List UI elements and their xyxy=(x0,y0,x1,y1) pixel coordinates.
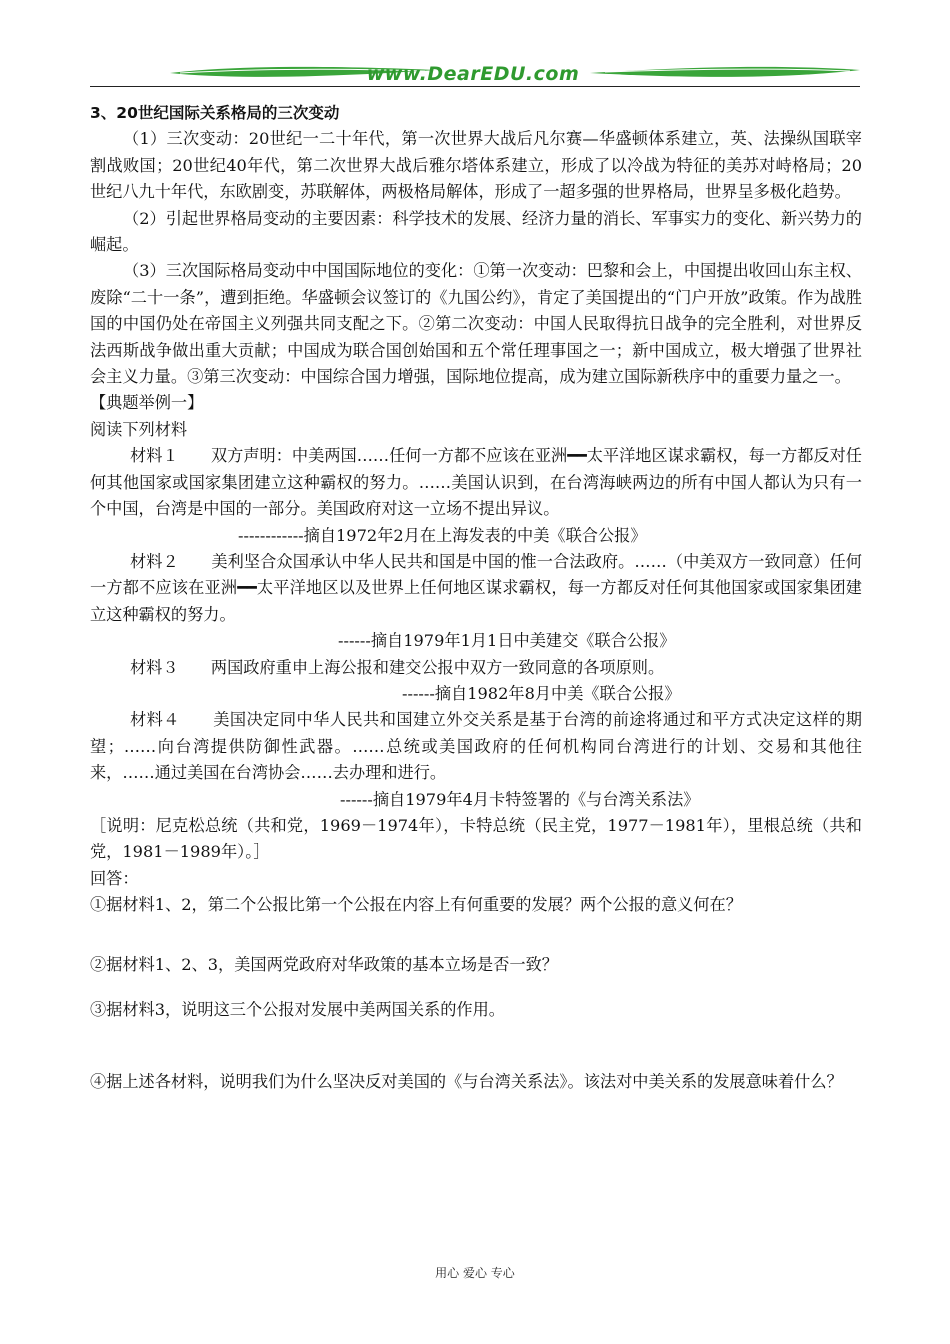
paragraph-three-changes: （1）三次变动：20世纪一二十年代，第一次世界大战后凡尔赛—华盛顿体系建立，英、法操纵国联宰割战败国；20世纪40年代，第二次世界大战后雅尔塔体系建立，形成了以冷战为特征的美苏对峙格局；20世纪八九十年代，东欧剧变，苏联解体，两极格局解体，形成了一超多强的世界格局，世界呈多极化趋势。 xyxy=(90,129,862,202)
question-3: ③据材料3，说明这三个公报对发展中美两国关系的作用。 xyxy=(90,1000,505,1019)
material-1-source: ------------摘自1972年2月在上海发表的中美《联合公报》 xyxy=(238,525,647,545)
example-heading: 【典题举例一】 xyxy=(90,393,204,413)
answer-label: 回答： xyxy=(90,868,139,888)
material-3-source: ------摘自1982年8月中美《联合公报》 xyxy=(402,683,681,703)
answer-space-3 xyxy=(90,1023,862,1069)
paragraph-china-status: （3）三次国际格局变动中中国国际地位的变化：①第一次变动：巴黎和会上，中国提出收回山东主权、废除“二十一条”，遭到拒绝。华盛顿会议签订的《九国公约》，肯定了美国提出的“门户开放”政策。作为战胜国的中国仍处在帝国主义列强共同支配之下。②第二次变动：中国人民取得抗日战争的完全胜利，对世界反法西斯战争做出重大贡献；中国成为联合国创始国和五个常任理事国之一；新中国成立，极大增强了世界社会主义力量。③第三次变动：中国综合国力增强，国际地位提高，成为建立国际新秩序中的重要力量之一。 xyxy=(90,261,862,387)
example-intro: 阅读下列材料 xyxy=(90,419,188,439)
paragraph-factors: （2）引起世界格局变动的主要因素：科学技术的发展、经济力量的消长、军事实力的变化、新兴势力的崛起。 xyxy=(90,208,862,255)
material-4-source: ------摘自1979年4月卡特签署的《与台湾关系法》 xyxy=(340,789,700,809)
material-4-text: 材料４ 美国决定同中华人民共和国建立外交关系是基于台湾的前途将通过和平方式决定这样的期望；……向台湾提供防御性武器。……总统或美国政府的任何机构同台湾进行的计划、交易和其他往来，……通过美国在台湾协会……去办理和进行。 xyxy=(90,710,862,783)
material-1-text: 材料１ 双方声明：中美两国……任何一方都不应该在亚洲━━太平洋地区谋求霸权，每一方都反对任何其他国家或国家集团建立这种霸权的努力。……美国认识到，在台湾海峡两边的所有中国人都认为只有一个中国，台湾是中国的一部分。美国政府对这一立场不提出异议。 xyxy=(90,446,862,519)
material-2-source: ------摘自1979年1月1日中美建交《联合公报》 xyxy=(338,631,676,651)
document-body xyxy=(90,100,862,1096)
material-2-text: 材料２ 美利坚合众国承认中华人民共和国是中国的惟一合法政府。……（中美双方一致同意）任何一方都不应该在亚洲━━太平洋地区以及世界上任何地区谋求霸权，每一方都反对任何其他国家或国家集团建立这种霸权的努力。 xyxy=(90,551,862,624)
page-footer: 用心 爱心 专心 xyxy=(435,1266,515,1280)
answer-space-1 xyxy=(90,919,862,952)
right-leaf-swoosh-icon xyxy=(590,64,860,80)
question-1: ①据材料1、2，第二个公报比第一个公报在内容上有何重要的发展？两个公报的意义何在？ xyxy=(90,895,742,915)
section-title: 3、20世纪国际关系格局的三次变动 xyxy=(90,104,340,122)
material-3-text: 材料３ 两国政府重申上海公报和建交公报中双方一致同意的各项原则。 xyxy=(130,657,665,677)
page-header xyxy=(90,58,860,90)
presidents-note: ［说明：尼克松总统（共和党，1969－1974年），卡特总统（民主党，1977－1981年），里根总统（共和党，1981－1989年）。］ xyxy=(90,815,862,862)
answer-space-2 xyxy=(90,978,862,997)
question-4: ④据上述各材料，说明我们为什么坚决反对美国的《与台湾关系法》。该法对中美关系的发展意味着什么？ xyxy=(90,1072,843,1092)
header-rule xyxy=(90,86,860,87)
question-2: ②据材料1、2、3，美国两党政府对华政策的基本立场是否一致？ xyxy=(90,954,558,974)
site-brand-logo: www.DearEDU.com xyxy=(366,63,580,85)
